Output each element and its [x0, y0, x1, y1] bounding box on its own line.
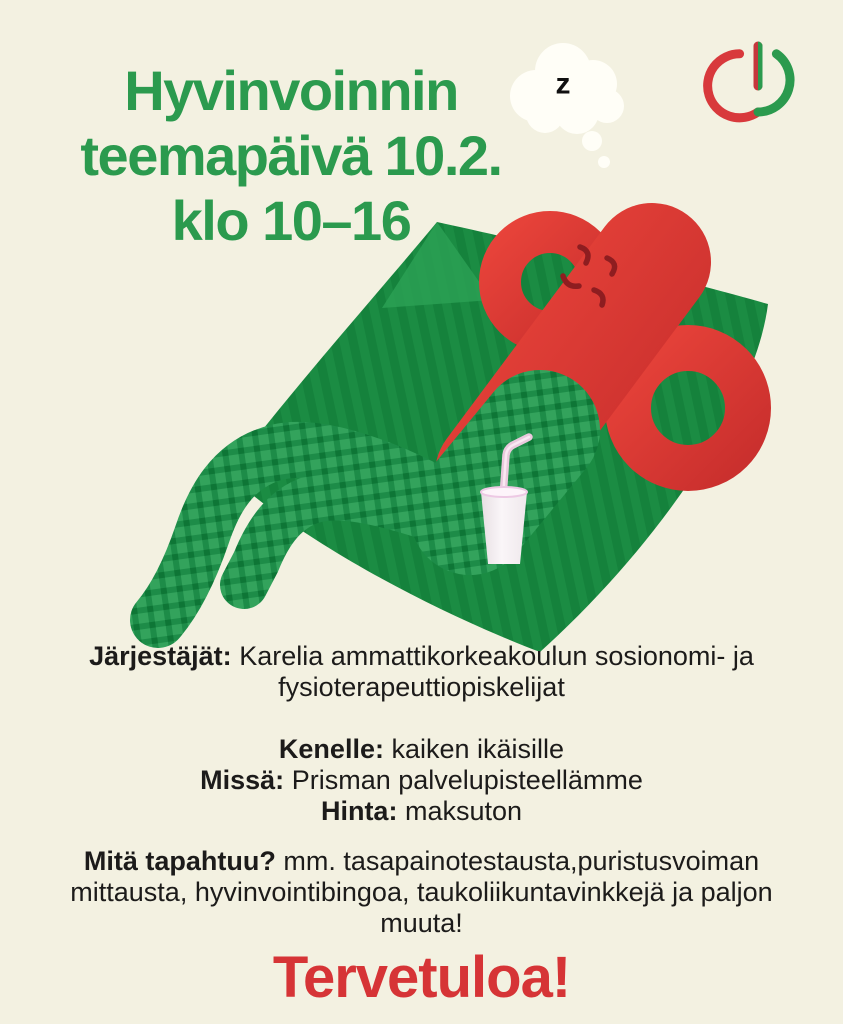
detail-row-missa [20, 765, 823, 796]
activities-section [20, 846, 823, 939]
detail-row-kenelle [20, 734, 823, 765]
detail-value-kenelle: kaiken ikäisille [391, 734, 565, 764]
organizers-line-1 [20, 641, 823, 672]
cup-body [481, 492, 527, 564]
detail-label-kenelle: Kenelle: [278, 734, 384, 764]
detail-label-missa: Missä: [200, 765, 285, 795]
activities-text-1: mm. tasapainotestausta,puristusvoiman [283, 846, 760, 876]
detail-value-hinta: maksuton [404, 796, 523, 826]
logo-arc-green [758, 54, 790, 112]
detail-value-missa: Prisman palvelupisteellämme [291, 765, 643, 795]
event-details [20, 734, 823, 827]
sleep-z-letter: z [555, 67, 571, 101]
power-button-logo [708, 46, 790, 118]
activities-line-1 [20, 846, 823, 877]
closing-welcome: Tervetuloa! [272, 945, 571, 1010]
organizers-line-2: fysioterapeuttiopiskelijat [278, 672, 565, 702]
cup-rim [481, 487, 527, 497]
organizers-text-1: Karelia ammattikorkeakoulun sosionomi- ja [239, 641, 754, 671]
title-line-3: klo 10–16 [171, 189, 411, 252]
title-line-1: Hyvinvoinnin [124, 59, 458, 122]
activities-line-3: muuta! [380, 908, 463, 938]
organizers-section [20, 641, 823, 703]
activities-line-2: mittausta, hyvinvointibingoa, taukoliikuntavinkkejä ja paljon [70, 877, 773, 907]
poster-title [0, 58, 582, 253]
activities-label: Mitä tapahtuu? [83, 846, 276, 876]
detail-label-hinta: Hinta: [320, 796, 398, 826]
detail-row-hinta [20, 796, 823, 827]
logo-arc-red [708, 54, 758, 118]
title-line-2: teemapäivä 10.2. [80, 124, 502, 187]
organizers-label: Järjestäjät: [89, 641, 232, 671]
